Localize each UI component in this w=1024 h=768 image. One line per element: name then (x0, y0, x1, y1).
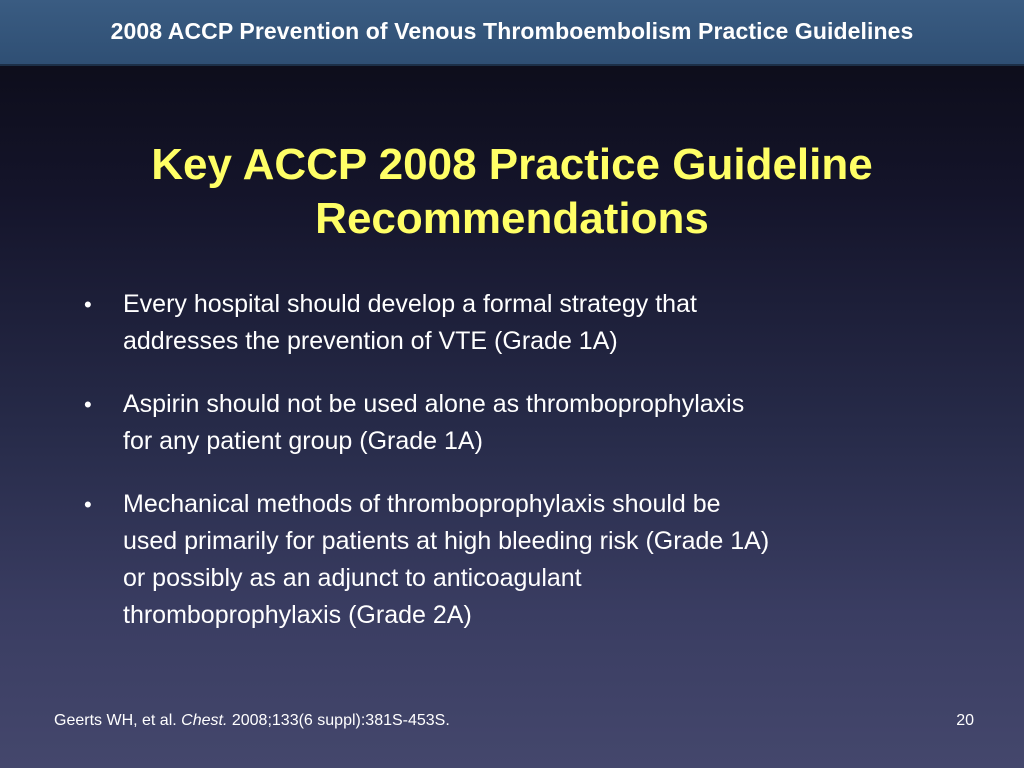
recommendation-text-line: used primarily for patients at high bleeding risk (Grade 1A) (123, 527, 770, 555)
recommendation-text-line: or possibly as an adjunct to anticoagulant (123, 564, 582, 592)
bullet-icon: • (84, 392, 92, 417)
recommendation-list (84, 286, 964, 634)
recommendation-text (123, 286, 964, 360)
bullet-icon: • (84, 492, 92, 517)
header-banner (0, 0, 1024, 66)
slide-title (40, 138, 984, 246)
recommendation-text-line: for any patient group (Grade 1A) (123, 427, 483, 455)
recommendation-text-line: Aspirin should not be used alone as thromboprophylaxis (123, 390, 745, 418)
recommendation-text-line: Every hospital should develop a formal strategy that (123, 290, 697, 318)
header-banner-text: 2008 ACCP Prevention of Venous Thromboembolism Practice Guidelines (110, 17, 914, 44)
bullet-icon: • (84, 292, 92, 317)
recommendation-text-line: thromboprophylaxis (Grade 2A) (123, 601, 472, 629)
citation-authors: Geerts WH, et al. (54, 712, 177, 729)
recommendation-text (123, 386, 964, 460)
recommendation-item (84, 286, 964, 360)
citation-journal: Chest. (181, 712, 228, 729)
recommendation-item (84, 486, 964, 634)
slide-title-line-2: Recommendations (315, 194, 709, 243)
recommendation-text-line: Mechanical methods of thromboprophylaxis should be (123, 490, 721, 518)
slide-title-line-1: Key ACCP 2008 Practice Guideline (151, 140, 873, 189)
citation-details: 2008;133(6 suppl):381S-453S. (231, 712, 450, 729)
recommendation-item (84, 386, 964, 460)
recommendation-text (123, 486, 964, 634)
recommendation-text-line: addresses the prevention of VTE (Grade 1A) (123, 327, 618, 355)
citation (54, 712, 450, 730)
page-number: 20 (956, 712, 974, 729)
